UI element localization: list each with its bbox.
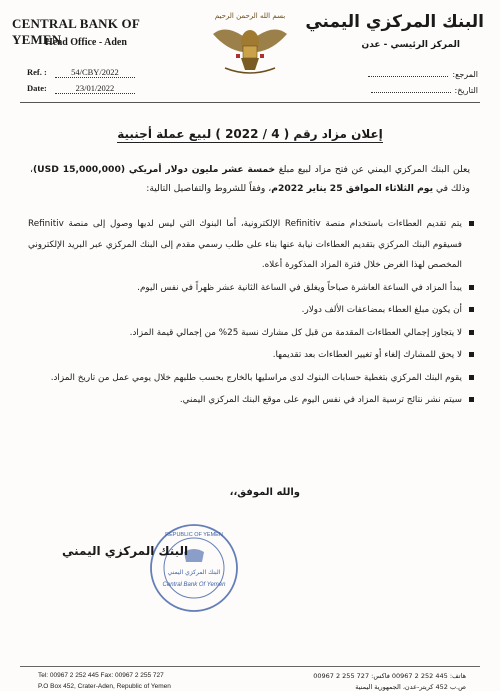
date-row [27, 83, 135, 94]
header-divider [20, 102, 480, 103]
list-item: لا يتجاوز إجمالي العطاءات المقدمة من قبل كل مشارك نسبة 25% من إجمالي قيمة المزاد. [28, 323, 476, 344]
footer-address-english: P.O Box 452, Crater-Aden, Republic of Yemen [38, 683, 171, 690]
intro-paragraph [30, 160, 470, 198]
stamp-inner-arabic: البنك المركزي اليمني [167, 569, 221, 576]
ar-date-label: التاريخ: [454, 86, 478, 95]
footer-divider [20, 666, 480, 667]
footer-address-arabic: ص.ب 452 كريتر-عدن، الجمهورية اليمنية [355, 683, 466, 691]
footer-contact-english: Tel: 00967 2 252 445 Fax: 00967 2 255 727 [38, 672, 164, 679]
intro-amount: خمسة عشر مليون دولار أمريكي (15,000,000 USD) [32, 164, 276, 175]
official-stamp-icon [148, 522, 240, 614]
list-item: يقوم البنك المركزي بتغطية حسابات البنوك لدى مراسليها بالخارج بحسب طلبهم خلال يومي عمل من تاريخ المزاد. [28, 368, 476, 389]
bank-name-english: CENTRAL BANK OF YEMEN [12, 16, 140, 47]
ar-date-row [371, 86, 478, 95]
stamp-outer-text: REPUBLIC OF YEMEN [165, 532, 223, 538]
ar-ref-dots [368, 76, 448, 77]
ar-date-dots [371, 92, 451, 93]
list-item: سيتم نشر نتائج ترسية المزاد في نفس اليوم على موقع البنك المركزي اليمني. [28, 390, 476, 411]
signature-text: البنك المركزي اليمني [62, 544, 189, 558]
footer-contact-arabic: هاتف: 445 252 2 00967 فاكس: 727 255 2 00967 [313, 672, 466, 680]
ar-ref-label: المرجع: [452, 70, 478, 79]
intro-part3: ، وفقاً للشروط والتفاصيل التالية: [146, 183, 272, 194]
ref-row [27, 67, 135, 78]
date-label: Date: [27, 83, 47, 93]
terms-list [28, 214, 476, 413]
ref-label: Ref. : [27, 67, 47, 77]
intro-part1: يعلن البنك المركزي اليمني عن فتح مزاد لبيع مبلغ [275, 164, 470, 175]
date-value: 23/01/2022 [55, 83, 135, 94]
stamp-inner-english: Central Bank Of Yemen [162, 582, 226, 588]
closing-text: والله الموفق،، [229, 487, 300, 498]
head-office-english: Head Office - Aden [45, 37, 127, 48]
announcement-title [0, 127, 500, 141]
emblem-basmala: بسم الله الرحمن الرحيم [214, 12, 286, 20]
ref-value: 54/CBY/2022 [55, 67, 135, 78]
list-item: لا يحق للمشارك إلغاء أو تغيير العطاءات بعد تقديمها. [28, 345, 476, 366]
intro-part2: ، وذلك في [30, 164, 470, 194]
list-item: يبدأ المزاد في الساعة العاشرة صباحاً ويغلق في الساعة الثانية عشر ظهراً في نفس اليوم. [28, 278, 476, 299]
bank-name-arabic: البنك المركزي اليمني [305, 12, 484, 32]
head-office-arabic: المركز الرئيسي - عدن [361, 40, 460, 50]
ar-ref-row [368, 70, 478, 79]
intro-day: يوم الثلاثاء الموافق 25 يناير 2022م [271, 183, 434, 194]
list-item: يتم تقديم العطاءات باستخدام منصة Refinitiv الإلكترونية، أما البنوك التي ليس لديها وصول إلى منصة Refinitiv فسيقوم البنك المركزي بتقديم العطاءات نيابة عنها بناء على طلب رسمي مقدم إلى البنك المركزي عبر البريد الإلكتروني المخصص لهذا الغرض خلال فترة المزاد المذكورة أعلاه. [28, 214, 476, 276]
announcement-title-text: إعلان مزاد رقم ( 4 / 2022 ) لبيع عملة أجنبية [117, 127, 383, 141]
list-item: أن يكون مبلغ العطاء بمضاعفات الألف دولار. [28, 300, 476, 321]
yemen-emblem-icon [203, 6, 297, 80]
